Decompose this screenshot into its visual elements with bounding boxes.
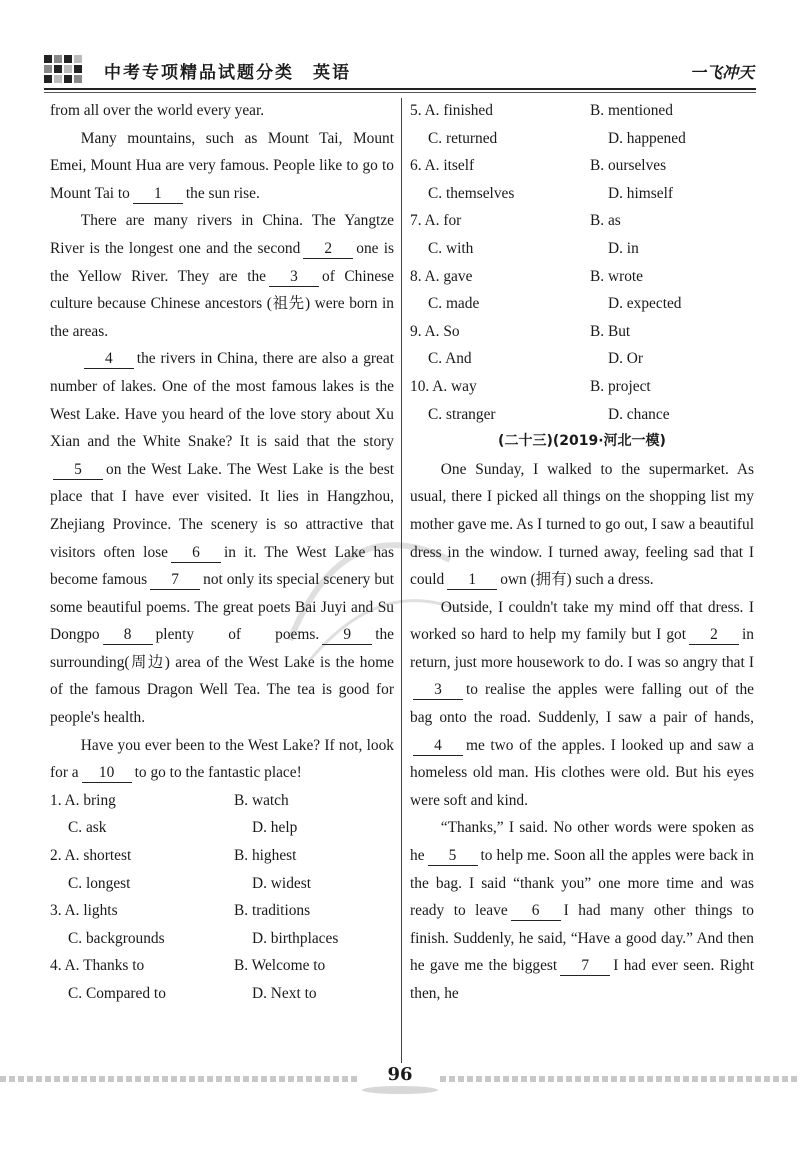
story-text: to realise the apples were falling out of the bag onto the road. Suddenly, I saw a pair of hands, <box>410 681 754 727</box>
passage-text: of Chinese culture because Chinese ancestors (祖先) were born in the areas. <box>50 267 394 340</box>
option-row <box>410 235 754 263</box>
option-d[interactable]: D. himself <box>608 184 673 202</box>
story-text: own (拥有) such a dress. <box>500 571 654 589</box>
option-c[interactable]: C. themselves <box>428 184 515 202</box>
story-blank-4[interactable]: 4 <box>413 736 463 756</box>
story-text: “Thanks,” I said. No other words were spoken as he <box>410 819 754 865</box>
option-row <box>410 345 754 373</box>
option-b[interactable]: B. as <box>590 212 621 230</box>
option-d[interactable]: D. help <box>252 819 298 837</box>
option-c[interactable]: C. And <box>428 350 472 368</box>
story-paragraph-3 <box>410 814 754 1007</box>
option-b[interactable]: B. traditions <box>234 902 311 920</box>
option-row <box>50 925 394 953</box>
option-b[interactable]: B. ourselves <box>590 157 667 175</box>
option-row <box>410 290 754 318</box>
story-blank-2[interactable]: 2 <box>689 625 739 645</box>
option-b[interactable]: B. project <box>590 377 651 395</box>
story-blank-6[interactable]: 6 <box>511 901 561 921</box>
option-b[interactable]: B. mentioned <box>590 102 673 119</box>
passage-paragraph-3 <box>50 207 394 345</box>
passage-text: to go to the fantastic place! <box>134 764 302 782</box>
footer-pattern-left <box>0 1076 360 1082</box>
watermark-swoosh-icon <box>270 520 470 680</box>
passage-paragraph-1 <box>50 97 394 125</box>
blank-6[interactable]: 6 <box>171 543 221 563</box>
option-row <box>410 125 754 153</box>
option-row <box>50 842 394 870</box>
brand-mark: 一飞冲天 <box>689 63 754 82</box>
page-number: 96 <box>387 1064 413 1085</box>
option-row <box>50 870 394 898</box>
option-row <box>410 401 754 429</box>
blank-8[interactable]: 8 <box>103 625 153 645</box>
blank-3[interactable]: 3 <box>269 267 319 287</box>
story-text: Outside, I couldn't take my mind off that dress. I worked so hard to help my family but I got <box>410 598 754 644</box>
book-title: 中考专项精品试题分类 英语 <box>104 63 351 83</box>
blank-2[interactable]: 2 <box>303 239 353 259</box>
passage-text: not only its special scenery but some beautiful poems. The great poets Bai Juyi and Su Dongpo <box>50 571 394 644</box>
option-row <box>410 207 754 235</box>
option-d[interactable]: D. widest <box>252 874 311 892</box>
question-options-left <box>50 787 394 1008</box>
option-d[interactable]: D. Next to <box>252 985 317 1002</box>
passage-text: the rivers in China, there are also a great number of lakes. One of the most famous lakes is the West Lake. Have you heard of the love story about Xu Xian and the White Snake? It is said that the story <box>50 350 394 451</box>
blank-1[interactable]: 1 <box>133 184 183 204</box>
option-row <box>50 897 394 925</box>
passage-text: Many mountains, such as Mount Tai, Mount Emei, Mount Hua are very famous. People like to go to Mount Tai to <box>50 129 394 202</box>
option-c[interactable]: C. backgrounds <box>68 929 165 947</box>
option-b[interactable]: B. But <box>590 322 631 340</box>
blank-9[interactable]: 9 <box>322 625 372 645</box>
story-blank-7[interactable]: 7 <box>560 956 610 976</box>
story-text: to help me. Soon all the apples were back in the bag. I said “thank you” one more time and was ready to leave <box>410 847 754 920</box>
option-b[interactable]: B. watch <box>234 791 289 809</box>
option-a[interactable]: 4. A. Thanks to <box>50 957 145 975</box>
option-d[interactable]: D. Or <box>608 350 644 368</box>
section-title: (二十三)(2019·河北一模) <box>498 433 666 450</box>
story-text: One Sunday, I walked to the supermarket. As usual, there I picked all things on the shopping list my mother gave me. As I turned to go out, I saw a beautiful dress in the window. I turned away, feeling sad that I could <box>410 460 754 589</box>
option-a[interactable]: 2. A. shortest <box>50 847 132 865</box>
story-text: in return, just more housework to do. I was so angry that I <box>410 626 754 671</box>
option-row <box>50 787 394 815</box>
option-a[interactable]: 9. A. So <box>410 322 460 340</box>
page-number-swoosh-icon <box>362 1086 438 1094</box>
blank-5[interactable]: 5 <box>53 460 103 480</box>
option-a[interactable]: 8. A. gave <box>410 267 473 285</box>
story-text: I had ever seen. Right then, he <box>410 957 754 1002</box>
option-row <box>50 814 394 842</box>
option-c[interactable]: C. made <box>428 295 480 313</box>
story-blank-1[interactable]: 1 <box>447 570 497 590</box>
blank-4[interactable]: 4 <box>84 349 134 369</box>
option-d[interactable]: D. birthplaces <box>252 929 339 947</box>
blank-7[interactable]: 7 <box>150 570 200 590</box>
option-row <box>410 318 754 346</box>
option-row <box>410 152 754 180</box>
footer-pattern-right <box>440 1076 800 1082</box>
story-text: me two of the apples. I looked up and saw a homeless old man. His clothes were old. But his eyes were soft and kind. <box>410 736 754 809</box>
option-c[interactable]: C. stranger <box>428 405 496 423</box>
header-rule-thin <box>44 92 756 93</box>
page-header <box>0 0 800 96</box>
passage-paragraph-5 <box>50 732 394 787</box>
header-rule <box>44 88 756 90</box>
option-b[interactable]: B. highest <box>234 847 297 865</box>
option-c[interactable]: C. returned <box>428 129 498 147</box>
header-logo-grid-icon <box>44 55 90 89</box>
option-d[interactable]: D. expected <box>608 295 682 313</box>
passage-text: Have you ever been to the West Lake? If not, look for a <box>50 736 394 782</box>
blank-10[interactable]: 10 <box>82 763 132 783</box>
option-b[interactable]: B. wrote <box>590 267 644 285</box>
option-row <box>410 263 754 291</box>
question-options-right <box>410 97 754 428</box>
option-a[interactable]: 6. A. itself <box>410 157 475 175</box>
option-row <box>410 97 754 125</box>
option-d[interactable]: D. happened <box>608 129 686 147</box>
passage-text: in it. The West Lake has become famous <box>50 543 394 589</box>
passage-text: the sun rise. <box>185 184 260 202</box>
story-blank-3[interactable]: 3 <box>413 680 463 700</box>
option-a[interactable]: 5. A. finished <box>410 102 493 119</box>
option-c[interactable]: C. Compared to <box>68 985 166 1002</box>
option-row <box>50 980 394 1008</box>
option-c[interactable]: C. ask <box>68 819 107 837</box>
option-b[interactable]: B. Welcome to <box>234 957 326 975</box>
story-blank-5[interactable]: 5 <box>428 846 478 866</box>
passage-text: There are many rivers in China. The Yangtze River is the longest one and the second <box>50 212 394 257</box>
passage-text: plenty of poems. <box>155 626 320 644</box>
option-a[interactable]: 7. A. for <box>410 212 462 230</box>
option-a[interactable]: 10. A. way <box>410 377 477 395</box>
passage-text: on the West Lake. The West Lake is the best place that I have ever visited. It lies in Hangzhou, Zhejiang Province. The scenery is so attractive that visitors often lose <box>50 460 394 561</box>
page-footer <box>0 1062 800 1158</box>
option-a[interactable]: 3. A. lights <box>50 902 118 920</box>
option-row <box>410 373 754 401</box>
option-row <box>50 952 394 980</box>
passage-text: the surrounding(周边) area of the West Lake is the home of the famous Dragon Well Tea. The tea is good for people's health. <box>50 626 394 727</box>
option-d[interactable]: D. in <box>608 239 639 257</box>
option-d[interactable]: D. chance <box>608 405 670 423</box>
passage-paragraph-2 <box>50 125 394 208</box>
passage-text: one is the Yellow River. They are the <box>50 239 394 285</box>
option-c[interactable]: C. with <box>428 239 474 257</box>
option-c[interactable]: C. longest <box>68 874 131 892</box>
option-row <box>410 180 754 208</box>
story-text: I had many other things to finish. Suddenly, he said, “Have a good day.” And then he gave me the biggest <box>410 902 755 975</box>
passage-text: from all over the world every year. <box>50 102 265 119</box>
option-a[interactable]: 1. A. bring <box>50 791 116 809</box>
